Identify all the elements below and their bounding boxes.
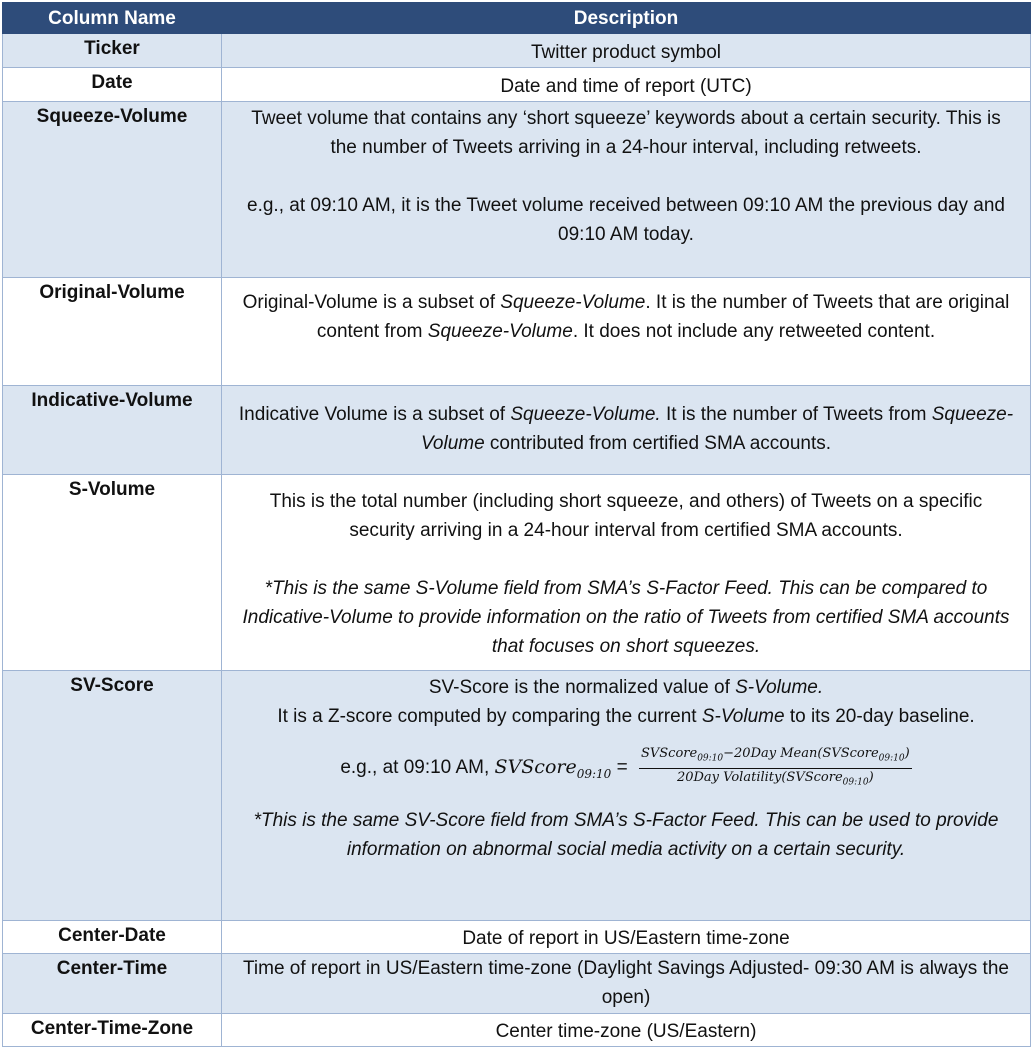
formula-fraction: $\frac{SVScore_{09:10}-20Day Mean(SVScore_{09:10})}{20Day Volatility(SVScore_{09:10})}$ [640, 746, 910, 788]
row-desc-original-volume: Original-Volume is a subset of Squeeze-Volume. It is the number of Tweets that are original content from Squeeze-Volume. It does not include any retweeted content. [222, 278, 1031, 386]
table-header-row [3, 3, 1031, 34]
row-name-ticker: Ticker [3, 34, 222, 68]
table-row [3, 954, 1031, 1014]
row-name-sv-score: SV-Score [3, 671, 222, 921]
row-name-original-volume: Original-Volume [3, 278, 222, 386]
desc-paragraph: This is the total number (including short squeeze, and others) of Tweets on a specific security arriving in a 24-hour interval from certified SMA accounts. [269, 491, 983, 541]
desc-note: *This is the same SV-Score field from SMA’s S-Factor Feed. This can be used to provide information on abnormal social media activity on a certain security. [253, 809, 999, 860]
row-desc-squeeze-volume [222, 102, 1031, 278]
formula: e.g., at 09:10 AM, SVScore$_{09:10}$ = $\frac{SVScore_{09:10}-20Day Mean(SVScore_{09:10})}{20Day Volatility(SVScore_{09:10})}$ [236, 745, 1016, 792]
header-column-name: Column Name [3, 3, 222, 34]
row-name-date: Date [3, 68, 222, 102]
desc-note: *This is the same S-Volume field from SMA’s S-Factor Feed. This can be compared to Indicative-Volume to provide information on the ratio of Tweets from certified SMA accounts that focuses on short squeezes. [242, 578, 1010, 657]
row-desc-indicative-volume: Indicative Volume is a subset of Squeeze-Volume. It is the number of Tweets from Squeeze-Volume contributed from certified SMA accounts. [222, 386, 1031, 475]
table-row [3, 1014, 1031, 1047]
table-row [3, 386, 1031, 475]
column-description-table [2, 2, 1031, 1047]
table-row [3, 278, 1031, 386]
header-description: Description [222, 3, 1031, 34]
row-name-center-date: Center-Date [3, 921, 222, 954]
row-desc-sv-score: SV-Score is the normalized value of S-Volume. It is a Z-score computed by comparing the current S-Volume to its 20-day baseline. e.g., at 09:10 AM, SVScore$_{09:10}$ = $\frac{SVScore_{09:10}-20Day Mean(SVScore_{09:10})}{20Day Volatility(SVScore_{09:10})}$ *This is the same SV-Score field from SMA’s S-Factor Feed. This can be used to provide information on abnormal social media activity on a certain security. [222, 671, 1031, 921]
row-name-center-time-zone: Center-Time-Zone [3, 1014, 222, 1047]
row-desc-center-date: Date of report in US/Eastern time-zone [222, 921, 1031, 954]
table-row [3, 475, 1031, 671]
row-name-indicative-volume: Indicative-Volume [3, 386, 222, 475]
row-desc-center-time-zone: Center time-zone (US/Eastern) [222, 1014, 1031, 1047]
row-desc-s-volume [222, 475, 1031, 671]
table-row [3, 921, 1031, 954]
table-row [3, 68, 1031, 102]
row-name-center-time: Center-Time [3, 954, 222, 1014]
row-name-squeeze-volume: Squeeze-Volume [3, 102, 222, 278]
table-row [3, 671, 1031, 921]
row-desc-center-time: Time of report in US/Eastern time-zone (Daylight Savings Adjusted- 09:30 AM is always the open) [222, 954, 1031, 1014]
row-desc-date: Date and time of report (UTC) [222, 68, 1031, 102]
row-desc-ticker: Twitter product symbol [222, 34, 1031, 68]
table-row [3, 102, 1031, 278]
row-name-s-volume: S-Volume [3, 475, 222, 671]
desc-paragraph: Tweet volume that contains any ‘short squeeze’ keywords about a certain security. This is the number of Tweets arriving in a 24-hour interval, including retweets. [251, 108, 1001, 158]
desc-example: e.g., at 09:10 AM, it is the Tweet volume received between 09:10 AM the previous day and 09:10 AM today. [247, 195, 1005, 245]
table-row [3, 34, 1031, 68]
